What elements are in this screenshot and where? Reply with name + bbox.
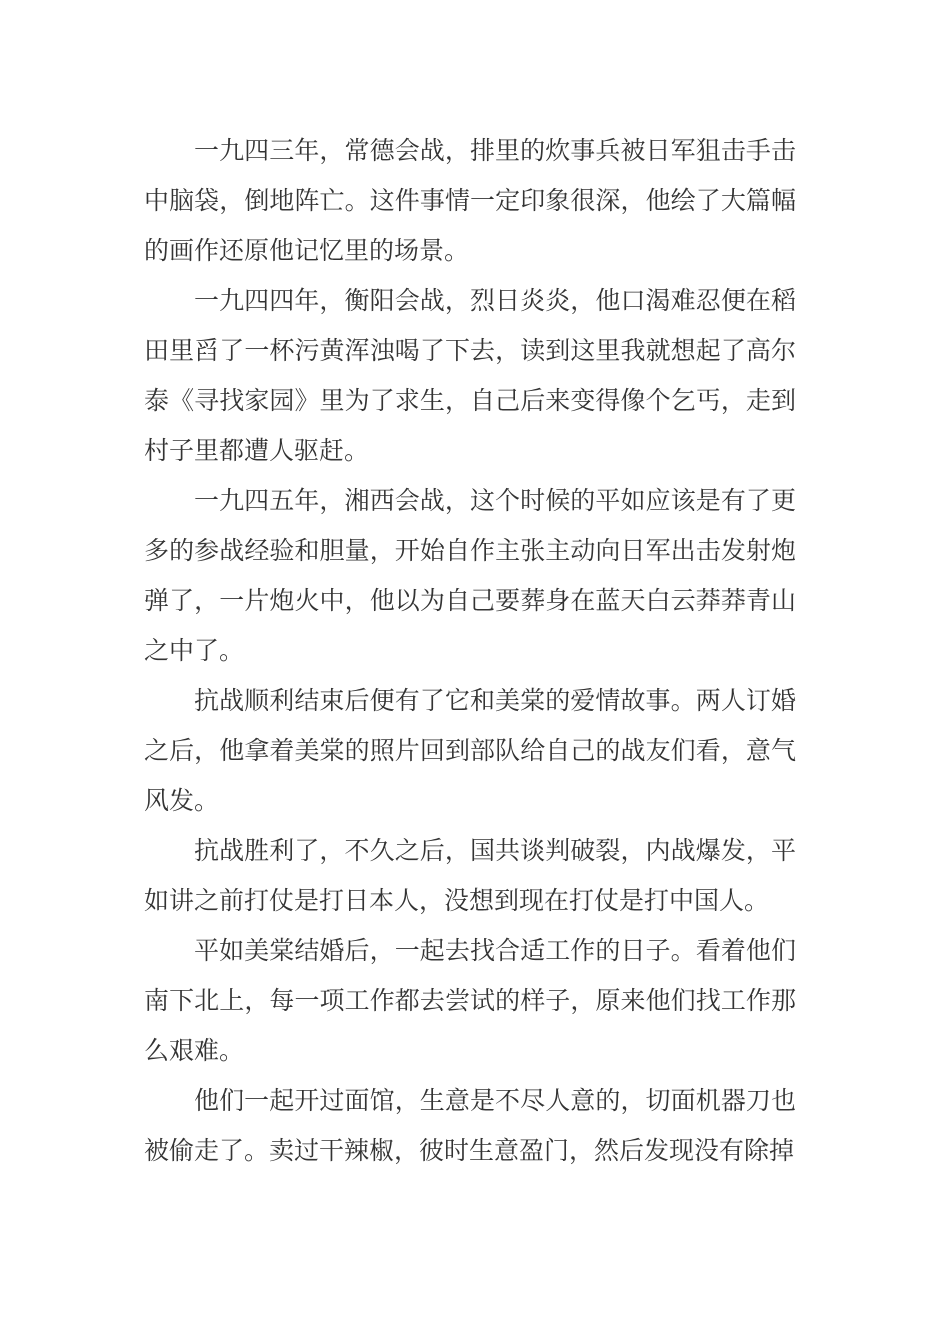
paragraph: 抗战胜利了，不久之后，国共谈判破裂，内战爆发，平如讲之前打仗是打日本人，没想到现在打仗是打中国人。: [144, 836, 796, 915]
paragraph: 一九四三年，常德会战，排里的炊事兵被日军狙击手击中脑袋，倒地阵亡。这件事情一定印象很深，他绘了大篇幅的画作还原他记忆里的场景。: [144, 136, 796, 265]
paragraph: 一九四四年，衡阳会战，烈日炎炎，他口渴难忍便在稻田里舀了一杯污黄浑浊喝了下去，读到这里我就想起了高尔泰《寻找家园》里为了求生，自己后来变得像个乞丐，走到村子里都遭人驱赶。: [144, 286, 796, 465]
paragraph: 他们一起开过面馆，生意是不尽人意的，切面机器刀也被偷走了。卖过干辣椒，彼时生意盈门，然后发现没有除掉: [144, 1086, 796, 1165]
paragraph: 平如美棠结婚后，一起去找合适工作的日子。看着他们南下北上，每一项工作都去尝试的样子，原来他们找工作那么艰难。: [144, 936, 796, 1065]
paragraph: 抗战顺利结束后便有了它和美棠的爱情故事。两人订婚之后，他拿着美棠的照片回到部队给自己的战友们看，意气风发。: [144, 686, 796, 815]
paragraph: 一九四五年，湘西会战，这个时候的平如应该是有了更多的参战经验和胆量，开始自作主张主动向日军出击发射炮弹了，一片炮火中，他以为自己要葬身在蓝天白云莽莽青山之中了。: [144, 486, 796, 665]
document-body: [144, 126, 796, 1176]
